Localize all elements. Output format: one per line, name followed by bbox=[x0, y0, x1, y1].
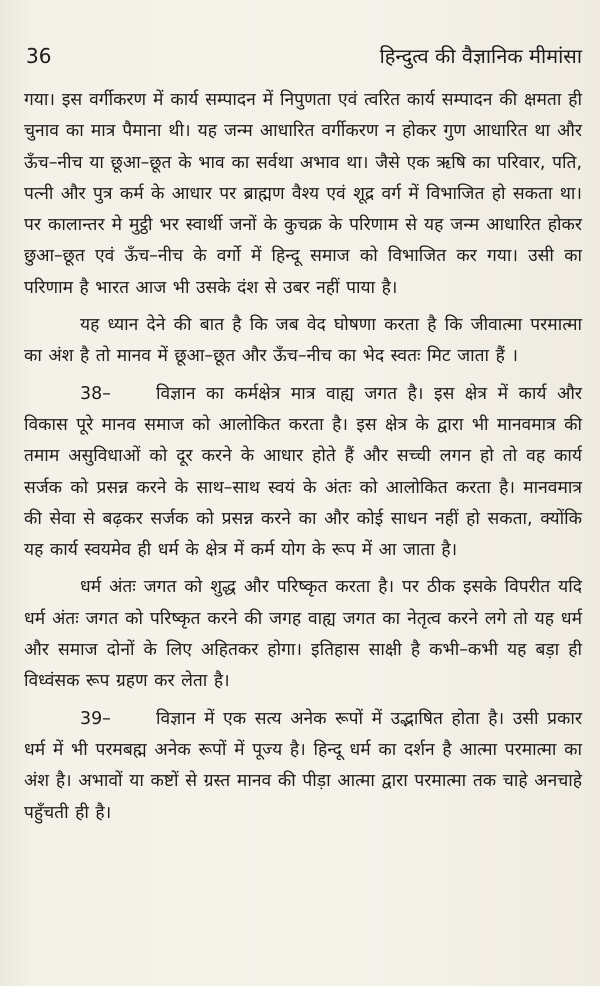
paragraph-text: यह ध्यान देने की बात है कि जब वेद घोषणा करता है कि जीवात्मा परमात्मा का अंश है तो मानव में छूआ–छूत और ऊँच–नीच का भेद स्वतः मिट जाता हैं । bbox=[24, 315, 582, 367]
running-title: हिन्दुत्व की वैज्ञानिक मीमांसा bbox=[379, 44, 582, 68]
numbered-paragraph-38 bbox=[24, 379, 582, 567]
paragraph-text: गया। इस वर्गीकरण में कार्य सम्पादन में निपुणता एवं त्वरित कार्य सम्पादन की क्षमता ही चुनाव का मात्र पैमाना थी। यह जन्म आधारित वर्गीकरण न होकर गुण आधारित था और ऊँच–नीच या छूआ–छूत के भाव का सर्वथा अभाव था। जैसे एक ऋषि का परिवार, पति, पत्नी और पुत्र कर्म के आधार पर ब्राह्मण वैश्य एवं शूद्र वर्ग में विभाजित हो सकता था। पर कालान्तर मे मुट्ठी भर स्वार्थी जनों के कुचक्र के परिणाम से यह जन्म आधारित होकर छुआ–छूत एवं ऊँच–नीच के वर्गो में हिन्दू समाज को विभाजित कर गया। उसी का परिणाम है भारत आज भी उसके दंश से उबर नहीं पाया है। bbox=[24, 90, 582, 298]
paragraph-continuation bbox=[24, 85, 582, 304]
paragraph-number: 38– bbox=[80, 383, 111, 404]
paragraph-text: धर्म अंतः जगत को शुद्ध और परिष्कृत करता है। पर ठीक इसके विपरीत यदि धर्म अंतः जगत को परिष्कृत करने की जगह वाह्य जगत का नेतृत्व करने लगे तो यह धर्म और समाज दोनों के लिए अहितकर होगा। इतिहास साक्षी है कभी–कभी यह बड़ा ही विध्वंसक रूप ग्रहण कर लेता है। bbox=[24, 577, 582, 692]
page-number: 36 bbox=[26, 44, 52, 68]
paragraph-number: 39– bbox=[80, 708, 111, 729]
paragraph-text: विज्ञान में एक सत्य अनेक रूपों में उद्भाषित होता है। उसी प्रकार धर्म में भी परमबह्म अनेक रूपों में पूज्य है। हिन्दू धर्म का दर्शन है आत्मा परमात्मा का अंश है। अभावों या कष्टों से ग्रस्त मानव की पीड़ा आत्मा द्वारा परमात्मा तक चाहे अनचाहे पहुँचती ही है। bbox=[24, 708, 582, 823]
body-text bbox=[24, 85, 582, 829]
paragraph-text: विज्ञान का कर्मक्षेत्र मात्र वाह्य जगत है। इस क्षेत्र में कार्य और विकास पूरे मानव समाज को आलोकित करता है। इस क्षेत्र के द्वारा भी मानवमात्र की तमाम असुविधाओं को दूर करने के आधार होते हैं और सच्ची लगन हो तो वह कार्य सर्जक को प्रसन्न करने के साथ–साथ स्वयं के अंतः को आलोकित करता है। मानवमात्र की सेवा से बढ़कर सर्जक को प्रसन्न करने का और कोई साधन नहीं हो सकता, क्योंकि यह कार्य स्वयमेव ही धर्म के क्षेत्र में कर्म योग के रूप में आ जाता है। bbox=[24, 383, 582, 561]
paragraph bbox=[24, 572, 582, 697]
numbered-paragraph-39 bbox=[24, 704, 582, 829]
page-header bbox=[24, 42, 582, 69]
paragraph bbox=[24, 310, 582, 373]
